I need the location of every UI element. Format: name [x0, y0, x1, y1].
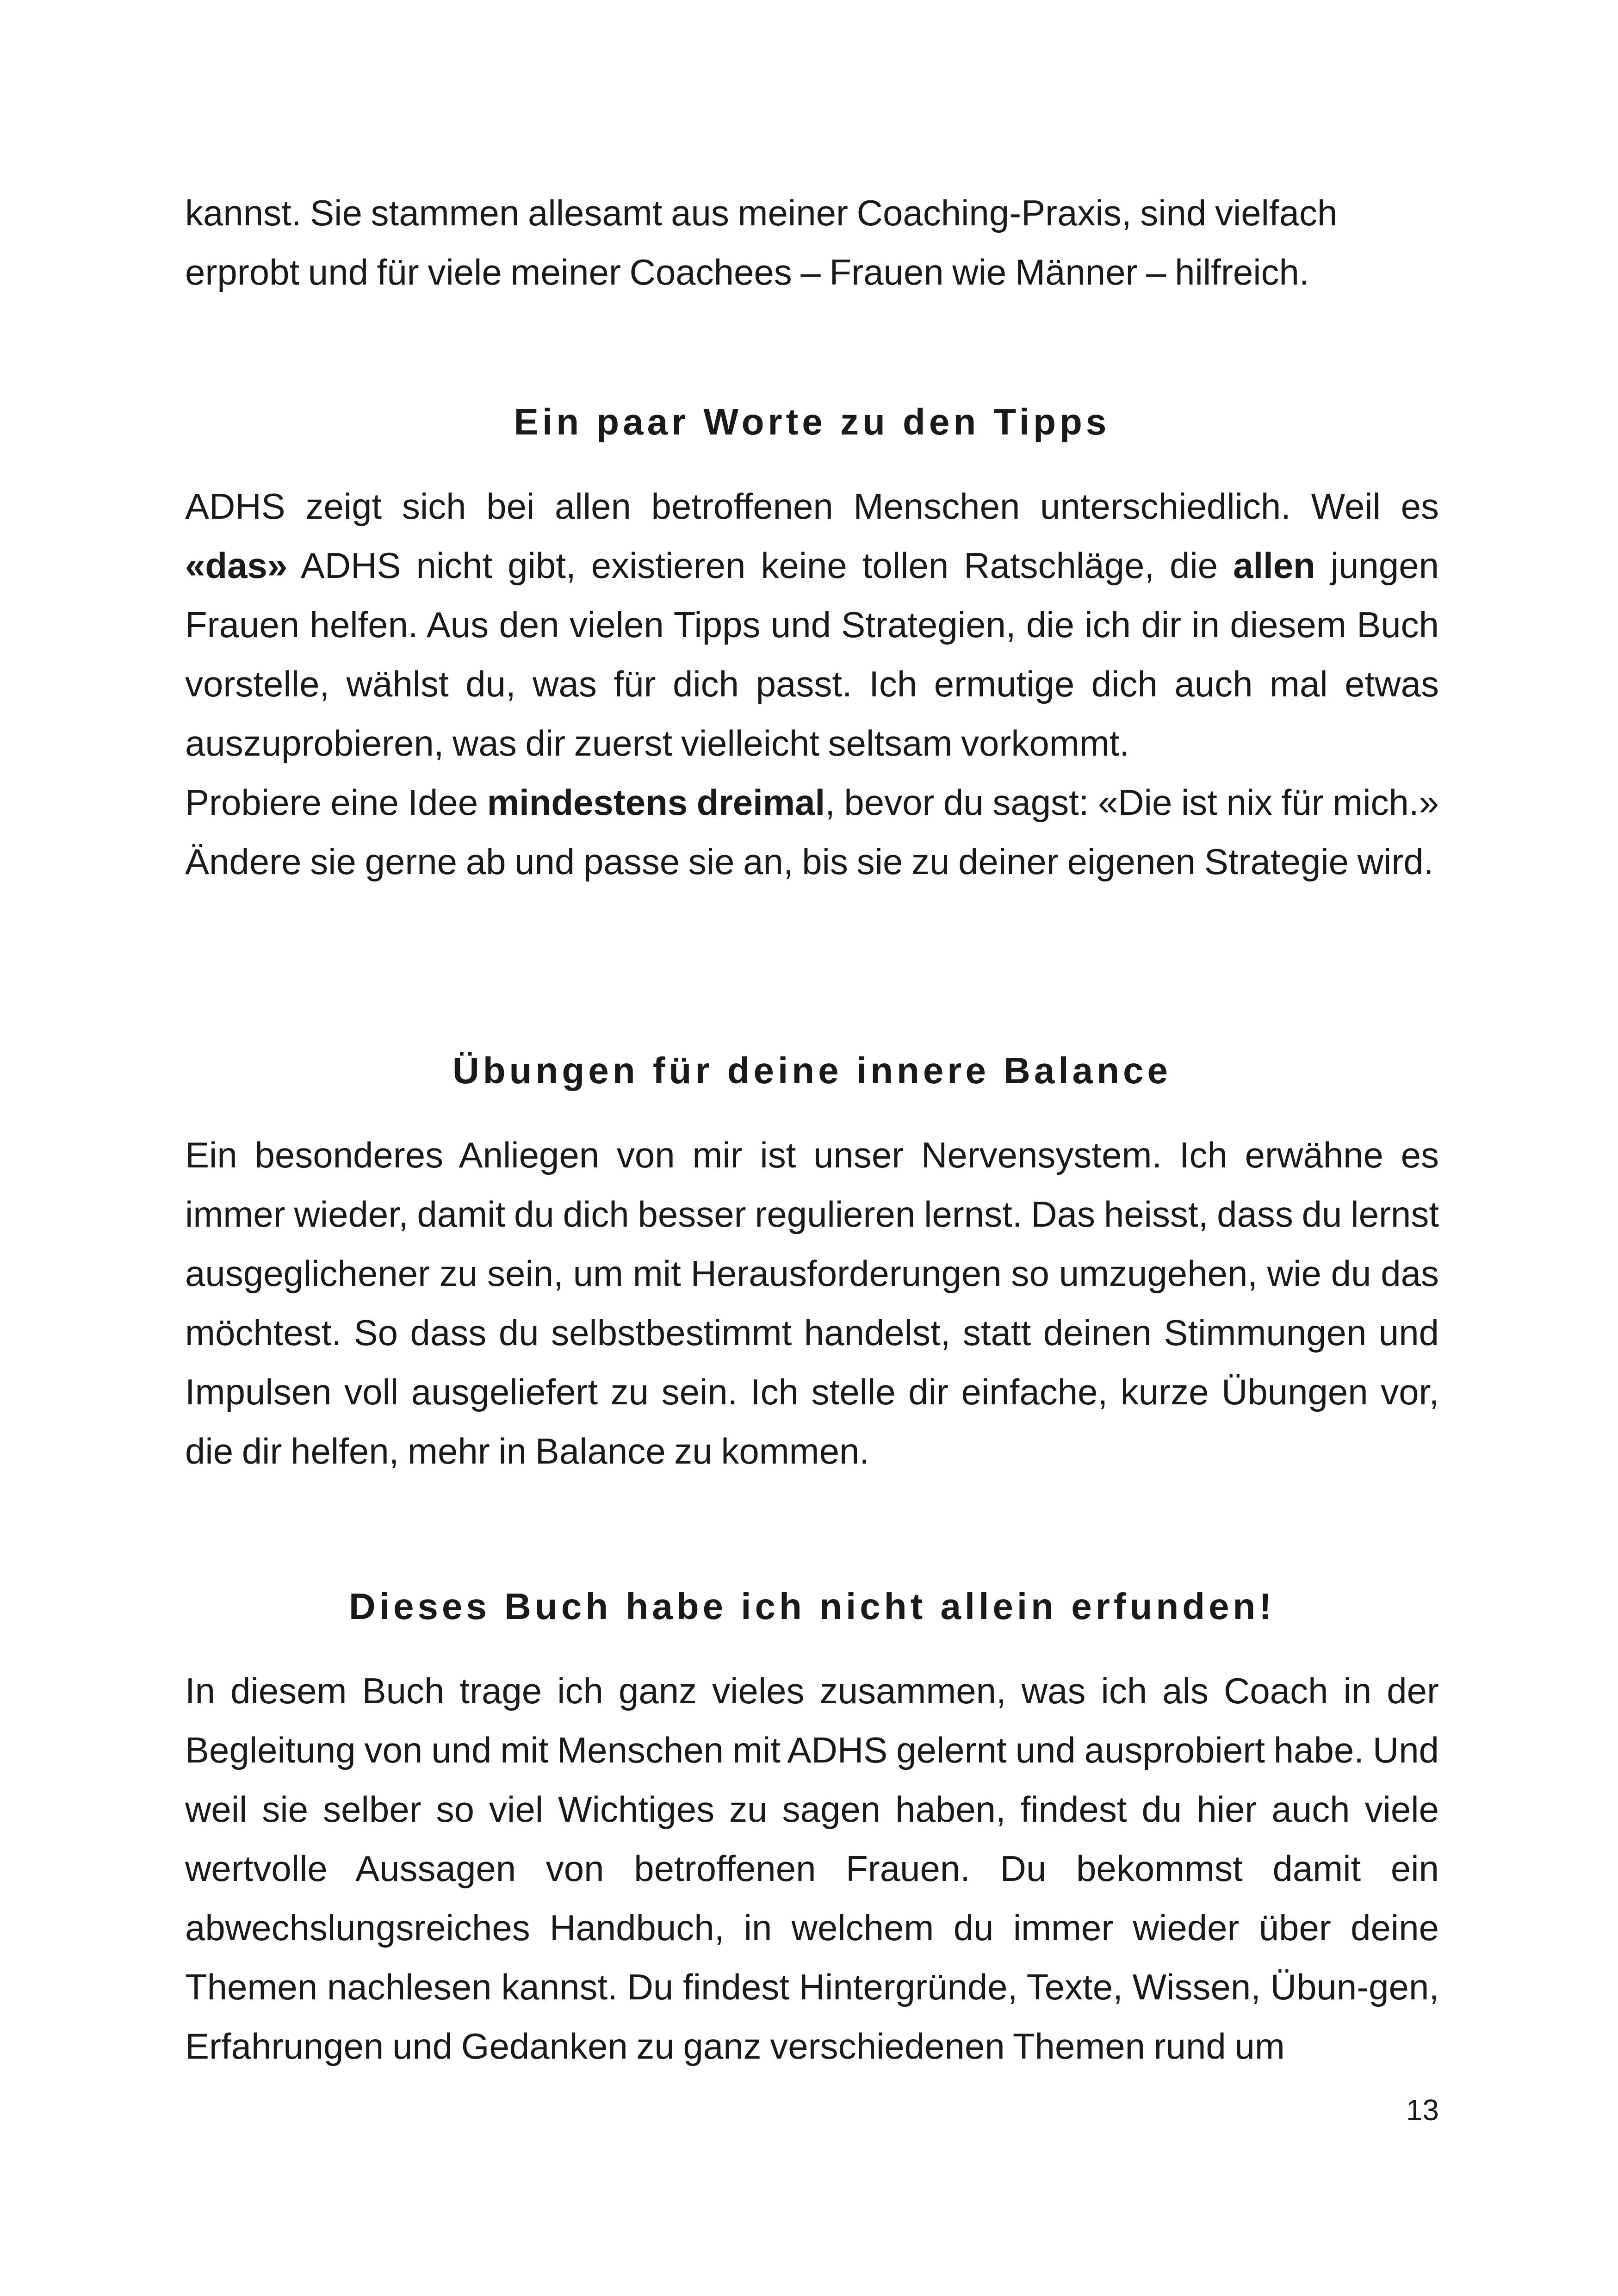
tipps-paragraph-2 — [185, 773, 1439, 891]
page-number: 13 — [1406, 2093, 1439, 2127]
tipps-text-c: ADHS nicht gibt, existieren keine tollen Ratschläge, die — [287, 545, 1234, 586]
tipps-bold-das: «das» — [185, 545, 288, 586]
intro-line-1: kannst. Sie stammen allesamt aus meiner Coaching-Praxis, sind vielfach — [185, 192, 1338, 233]
section-tipps — [185, 392, 1439, 452]
tipps-text-p2c: , bevor du sagst: «Die ist nix für mich.» Ändere sie gerne ab und passe sie an, bis sie zu deiner eigenen Strategie wird. — [185, 782, 1439, 882]
intro-paragraph — [185, 183, 1439, 302]
heading-balance: Übungen für deine innere Balance — [452, 1050, 1172, 1091]
tipps-bold-allen: allen — [1233, 545, 1315, 586]
tipps-text-e: jungen Frauen helfen. Aus den vielen Tipps und Strategien, die ich dir in diesem Buch vorstelle, wählst du, was für dich passt. Ich ermutige dich auch mal etwas auszuprobieren, was dir zuerst vielleicht seltsam vorkommt. — [185, 545, 1439, 763]
heading-tipps: Ein paar Worte zu den Tipps — [514, 401, 1110, 442]
heading-buch: Dieses Buch habe ich nicht allein erfunden! — [348, 1586, 1276, 1627]
tipps-text-p2a: Probiere eine Idee — [185, 782, 487, 823]
section-balance-body — [185, 1125, 1439, 1481]
section-tipps-body — [185, 477, 1439, 891]
tipps-bold-dreimal: mindestens dreimal — [487, 782, 825, 823]
intro-block — [185, 183, 1439, 302]
balance-paragraph: Ein besonderes Anliegen von mir ist unser Nervensystem. Ich erwähne es immer wieder, damit du dich besser regulieren lernst. Das heisst, dass du lernst ausgeglichener zu sein, um mit Herausforderungen so umzugehen, wie du das möchtest. So dass du selbstbestimmt handelst, statt deinen Stimmungen und Impulsen voll ausgeliefert zu sein. Ich stelle dir einfache, kurze Übungen vor, die dir helfen, mehr in Balance zu kommen. — [185, 1135, 1439, 1471]
section-buch-body — [185, 1661, 1439, 2076]
intro-line-2: erprobt und für viele meiner Coachees – Frauen wie Männer – hilfreich. — [185, 252, 1309, 292]
buch-paragraph: In diesem Buch trage ich ganz vieles zusammen, was ich als Coach in der Begleitung von und mit Menschen mit ADHS gelernt und ausprobiert habe. Und weil sie selber so viel Wichtiges zu sagen haben, findest du hier auch viele wertvolle Aussagen von betroffenen Frauen. Du bekommst damit ein abwechslungsreiches Handbuch, in welchem du immer wieder über deine Themen nachlesen kannst. Du findest Hintergründe, Texte, Wissen, Übun-gen, Erfahrungen und Gedanken zu ganz verschiedenen Themen rund um — [185, 1670, 1439, 2066]
tipps-text-a: ADHS zeigt sich bei allen betroffenen Menschen unterschiedlich. Weil es — [185, 486, 1439, 527]
tipps-paragraph-1 — [185, 477, 1439, 773]
section-buch — [185, 1577, 1439, 1636]
section-balance — [185, 1041, 1439, 1100]
